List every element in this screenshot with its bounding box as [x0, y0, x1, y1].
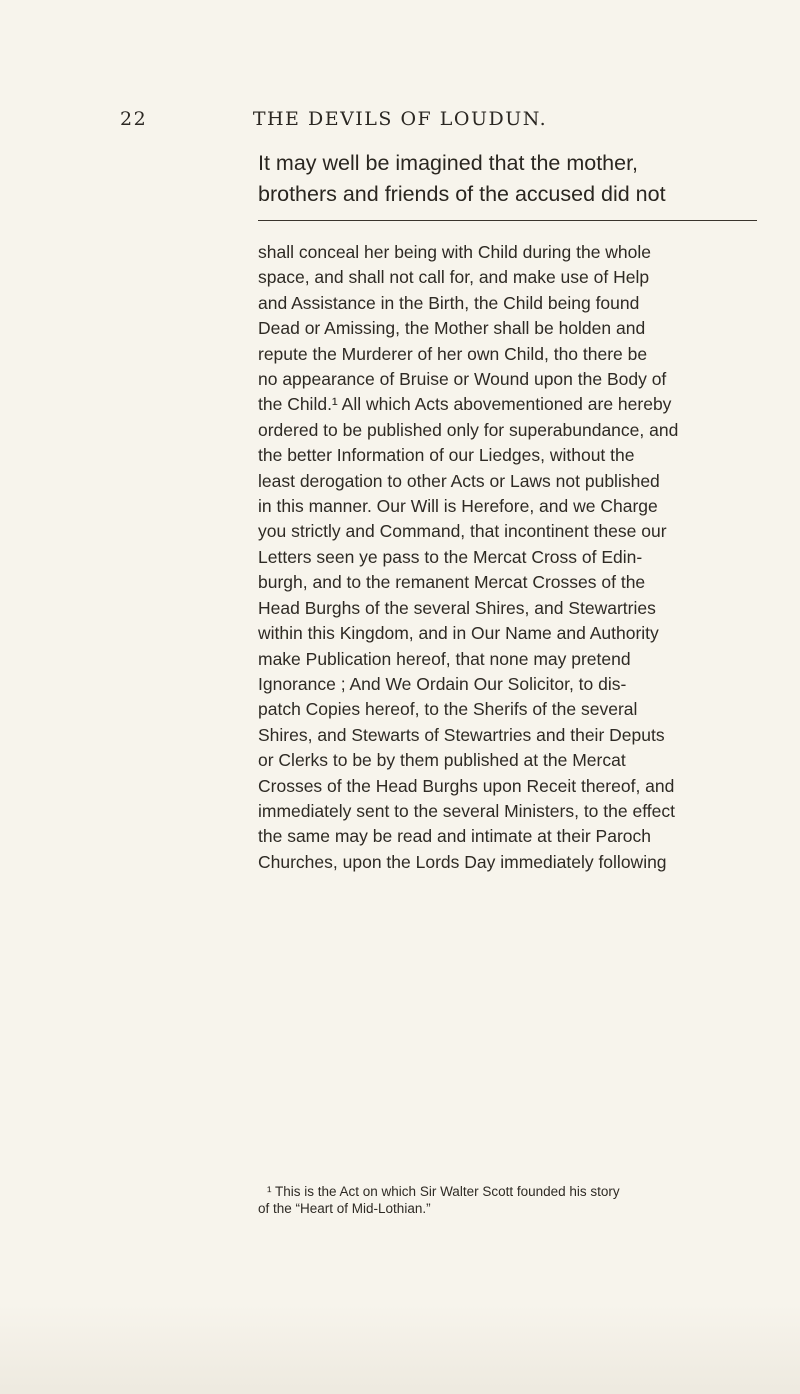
footnote-line: ¹ This is the Act on which Sir Walter Scott founded his story: [267, 1184, 620, 1199]
footnote: [258, 1183, 768, 1217]
text-line: Dead or Amissing, the Mother shall be holden and: [258, 318, 646, 339]
intro-line: It may well be imagined that the mother,: [258, 151, 639, 175]
text-line: you strictly and Command, that incontinent these our: [258, 521, 667, 542]
text-line: immediately sent to the several Ministers, to the effect: [258, 800, 675, 821]
text-line: Shires, and Stewarts of Stewartries and their Deputs: [258, 724, 665, 745]
text-line: burgh, and to the remanent Mercat Crosses of the: [258, 572, 646, 593]
text-line: ordered to be published only for superabundance, and: [258, 419, 679, 440]
running-title: THE DEVILS OF LOUDUN.: [252, 108, 548, 130]
text-line: Ignorance ; And We Ordain Our Solicitor, to dis-: [258, 673, 627, 694]
intro-paragraph: [258, 148, 758, 210]
page-number: 22: [120, 108, 148, 130]
text-line: Head Burghs of the several Shires, and Stewartries: [258, 597, 656, 618]
text-line: or Clerks to be by them published at the Mercat: [258, 750, 626, 771]
text-line: Churches, upon the Lords Day immediately following: [258, 851, 667, 872]
text-line: the same may be read and intimate at their Paroch: [258, 826, 651, 847]
text-line: Crosses of the Head Burghs upon Receit thereof, and: [258, 775, 675, 796]
text-line: make Publication hereof, that none may pretend: [258, 648, 631, 669]
text-line: least derogation to other Acts or Laws not published: [258, 470, 660, 491]
text-line: in this manner. Our Will is Herefore, and we Charge: [258, 496, 658, 517]
text-line: no appearance of Bruise or Wound upon the Body of: [258, 369, 667, 390]
text-line: shall conceal her being with Child during the whole: [258, 242, 652, 262]
text-line: Letters seen ye pass to the Mercat Cross of Edin-: [258, 546, 643, 567]
intro-line: brothers and friends of the accused did not: [258, 182, 666, 206]
text-line: the better Information of our Liedges, without the: [258, 445, 635, 466]
text-line: the Child.¹ All which Acts abovementioned are hereby: [258, 394, 672, 415]
page-edge-shadow: [0, 1304, 800, 1394]
section-rule: [258, 220, 757, 221]
text-line: patch Copies hereof, to the Sherifs of the several: [258, 699, 638, 720]
running-head: [120, 108, 680, 138]
footnote-line: of the “Heart of Mid-Lothian.”: [258, 1201, 431, 1216]
quoted-act-text: [258, 240, 768, 875]
text-line: within this Kingdom, and in Our Name and Authority: [258, 623, 659, 644]
text-line: and Assistance in the Birth, the Child being found: [258, 292, 640, 313]
text-line: repute the Murderer of her own Child, tho there be: [258, 343, 648, 364]
text-line: space, and shall not call for, and make use of Help: [258, 267, 650, 288]
